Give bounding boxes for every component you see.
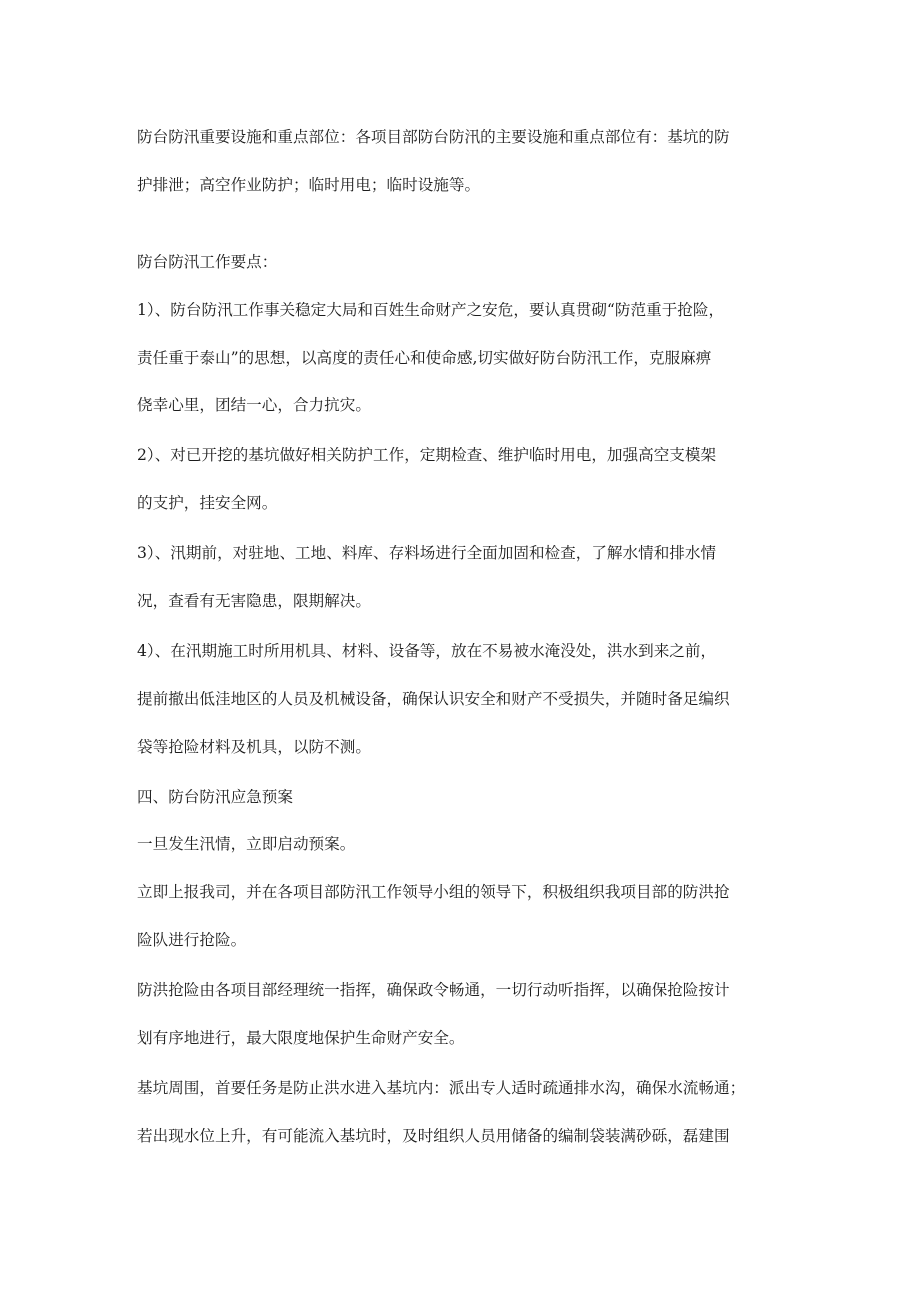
text-line: 防台防汛重要设施和重点部位：各项目部防台防汛的主要设施和重点部位有：基坑的防: [137, 128, 730, 146]
section-heading: 四、防台防汛应急预案: [137, 788, 293, 806]
text-line: 基坑周围，首要任务是防止洪水进入基坑内：派出专人适时疏通排水沟，确保水流畅通；: [137, 1079, 746, 1097]
list-item: 2）、对已开挖的基坑做好相关防护工作，定期检查、维护临时用电，加强高空支模架: [137, 446, 717, 464]
text-line: 袋等抢险材料及机具，以防不测。: [137, 738, 371, 756]
list-item: 4）、在汛期施工时所用机具、材料、设备等，放在不易被水淹没处，洪水到来之前，: [137, 642, 717, 660]
text-line: 划有序地进行，最大限度地保护生命财产安全。: [137, 1029, 465, 1047]
list-item: 1）、防台防汛工作事关稳定大局和百姓生命财产之安危，要认真贯砌“防范重于抢险，: [137, 301, 725, 319]
text-line: 侥幸心里，团结一心，合力抗灾。: [137, 396, 371, 414]
text-line: 护排泄；高空作业防护；临时用电；临时设施等。: [137, 176, 481, 194]
text-line: 险队进行抢险。: [137, 931, 247, 949]
section-heading: 防台防汛工作要点：: [137, 253, 278, 271]
text-line: 责任重于泰山”的思想，以高度的责任心和使命感,切实做好防台防汛工作，克服麻痹: [137, 349, 712, 367]
text-line: 一旦发生汛情，立即启动预案。: [137, 835, 356, 853]
text-line: 若出现水位上升，有可能流入基坑时，及时组织人员用储备的编制袋装满砂砾，磊建围: [137, 1127, 730, 1145]
text-line: 提前撤出低洼地区的人员及机械设备，确保认识安全和财产不受损失，并随时备足编织: [137, 690, 730, 708]
list-item: 3）、汛期前，对驻地、工地、料库、存料场进行全面加固和检查，了解水情和排水情: [137, 544, 717, 562]
text-line: 的支护，挂安全网。: [137, 494, 278, 512]
text-line: 防洪抢险由各项目部经理统一指挥，确保政令畅通，一切行动听指挥，以确保抢险按计: [137, 981, 730, 999]
text-line: 况，查看有无害隐患，限期解决。: [137, 592, 371, 610]
text-line: 立即上报我司，并在各项目部防汛工作领导小组的领导下，积极组织我项目部的防洪抢: [137, 883, 730, 901]
